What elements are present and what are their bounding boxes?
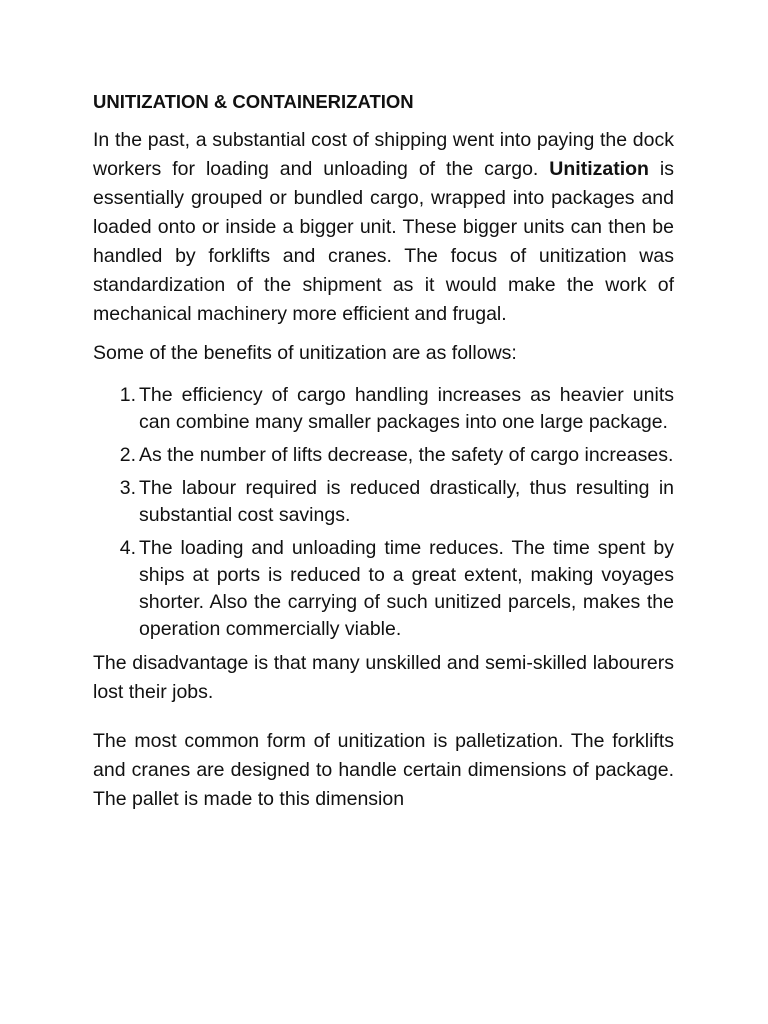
list-item xyxy=(93,475,674,529)
paragraph-intro-text-2: is essentially grouped or bundled cargo, wrapped into packages and loaded onto or inside a bigger unit. These bigger units can then be handled by forklifts and cranes. The focus of unitization was standardization of the shipment as it would make the work of mechanical machinery more efficient and frugal. xyxy=(93,158,674,325)
list-item-text: The labour required is reduced drastically, thus resulting in substantial cost savings. xyxy=(139,477,674,526)
paragraph-palletization: The most common form of unitization is palletization. The forklifts and cranes are designed to handle certain dimensions of package. The pallet is made to this dimension xyxy=(93,730,674,810)
document-heading: UNITIZATION & CONTAINERIZATION xyxy=(93,91,414,112)
list-item-number: 4. xyxy=(119,537,136,559)
paragraph-intro-text-1: In the past, a substantial cost of shipping went into paying the dock workers for loading and unloading of the cargo. xyxy=(93,129,674,180)
list-item xyxy=(93,442,674,469)
list-item-text: As the number of lifts decrease, the safety of cargo increases. xyxy=(139,444,674,466)
unitization-term: Unitization xyxy=(549,158,649,180)
list-item-number: 2. xyxy=(119,444,136,466)
list-item xyxy=(93,535,674,643)
list-item xyxy=(93,382,674,436)
benefits-list xyxy=(93,382,674,643)
paragraph-benefits-intro: Some of the benefits of unitization are as follows: xyxy=(93,342,517,364)
list-item-number: 3. xyxy=(119,477,136,499)
list-item-number: 1. xyxy=(119,384,136,406)
paragraph-disadvantage: The disadvantage is that many unskilled and semi-skilled labourers lost their jobs. xyxy=(93,652,674,703)
list-item-text: The efficiency of cargo handling increases as heavier units can combine many smaller packages into one large package. xyxy=(139,384,674,433)
list-item-text: The loading and unloading time reduces. The time spent by ships at ports is reduced to a great extent, making voyages shorter. Also the carrying of such unitized parcels, makes the operation commercially viable. xyxy=(139,537,674,640)
paragraph-intro xyxy=(93,126,674,329)
